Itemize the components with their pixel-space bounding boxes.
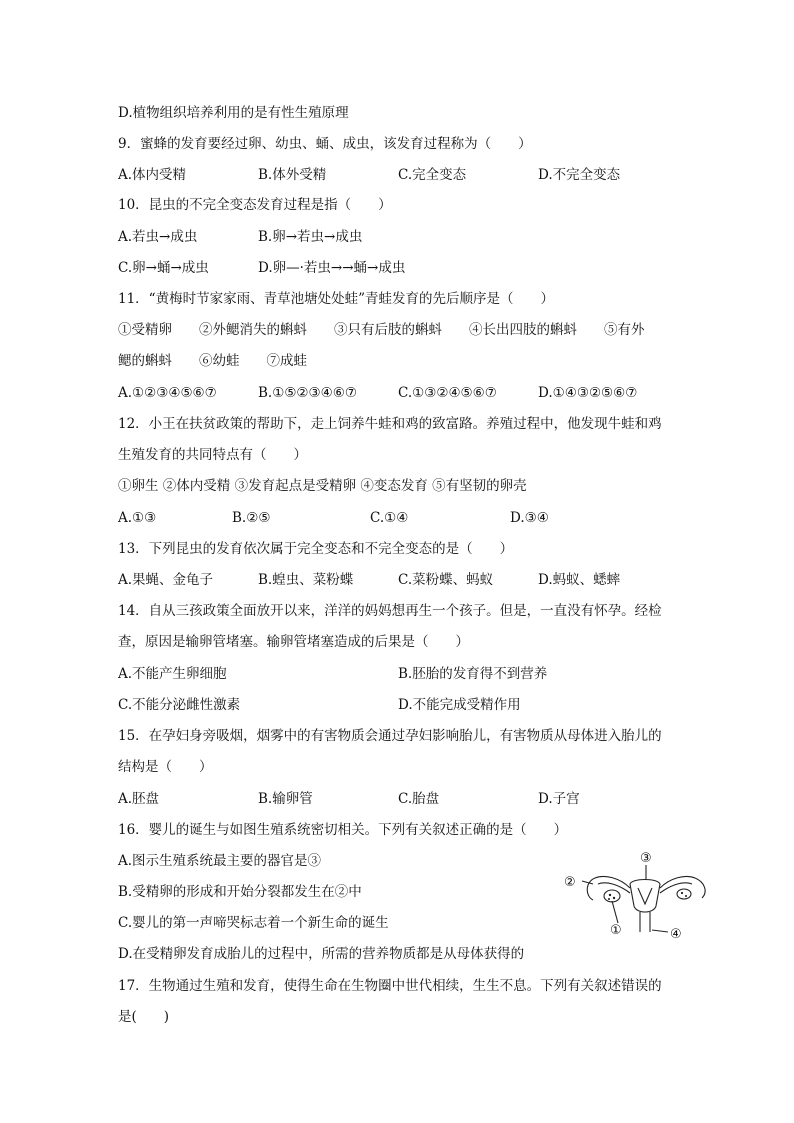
question-15-line1: 15．在孕妇身旁吸烟，烟雾中的有害物质会通过孕妇影响胎儿，有害物质从母体进入胎儿的	[118, 728, 662, 744]
q14-option-b: B.胚胎的发育得不到营养	[398, 666, 548, 682]
question-17-line2: 是( )	[118, 1009, 170, 1025]
q16-option-d: D.在受精卵发育成胎儿的过程中，所需的营养物质都是从母体获得的	[118, 946, 525, 962]
q9-option-a: A.体内受精	[118, 167, 187, 183]
question-10: 10．昆虫的不完全变态发育过程是指（ ）	[118, 197, 392, 213]
q16-option-b: B.受精卵的形成和开始分裂都发生在②中	[118, 884, 362, 900]
q9-option-b: B.体外受精	[258, 167, 327, 183]
q13-option-c: C.菜粉蝶、蚂蚁	[398, 572, 494, 588]
q13-option-a: A.果蝇、金龟子	[118, 572, 214, 588]
q11-option-a: A.①②③④⑤⑥⑦	[118, 385, 217, 401]
q13-option-d: D.蚂蚁、蟋蟀	[538, 572, 621, 588]
q12-option-a: A.①③	[118, 510, 157, 526]
q12-option-b: B.②⑤	[232, 510, 271, 526]
q12-option-c: C.①④	[370, 510, 409, 526]
question-16: 16．婴儿的诞生与如图生殖系统密切相关。下列有关叙述正确的是（ ）	[118, 822, 568, 838]
q15-option-a: A.胚盘	[118, 791, 160, 807]
q14-option-d: D.不能完成受精作用	[398, 697, 521, 713]
diagram-label-2: ②	[564, 875, 576, 890]
female-reproductive-system-diagram	[560, 848, 715, 940]
question-11: 11．“黄梅时节家家雨、青草池塘处处蛙”青蛙发育的先后顺序是（ ）	[118, 291, 554, 307]
question-17-line1: 17．生物通过生殖和发育，使得生命在生物圈中世代相续，生生不息。下列有关叙述错误的	[118, 978, 662, 994]
diagram-label-1: ①	[610, 923, 622, 938]
q9-option-d: D.不完全变态	[538, 167, 621, 183]
q16-option-a: A.图示生殖系统最主要的器官是③	[118, 853, 322, 869]
q15-option-b: B.输卵管	[258, 791, 313, 807]
q10-option-a: A.若虫→成虫	[118, 229, 198, 245]
q16-option-c: C.婴儿的第一声啼哭标志着一个新生命的诞生	[118, 915, 389, 931]
q14-option-c: C.不能分泌雌性激素	[118, 697, 241, 713]
question-14-line1: 14．自从三孩政策全面放开以来，洋洋的妈妈想再生一个孩子。但是，一直没有怀孕。经检	[118, 603, 662, 619]
line-q8d: D.植物组织培养利用的是有性生殖原理	[118, 105, 349, 121]
q14-option-a: A.不能产生卵细胞	[118, 666, 227, 682]
diagram-label-3: ③	[640, 851, 652, 866]
q10-option-c: C.卵→蛹→成虫	[118, 260, 209, 276]
question-13: 13．下列昆虫的发育依次属于完全变态和不完全变态的是（ ）	[118, 541, 514, 557]
question-9: 9．蜜蜂的发育要经过卵、幼虫、蛹、成虫，该发育过程称为（ ）	[118, 136, 532, 152]
q12-items: ①卵生 ②体内受精 ③发育起点是受精卵 ④变态发育 ⑤有坚韧的卵壳	[118, 478, 527, 494]
question-12-line2: 生殖发育的共同特点有（ ）	[118, 447, 307, 463]
q11-option-b: B.①⑤②③④⑥⑦	[258, 385, 357, 401]
q11-option-d: D.①④③②⑤⑥⑦	[538, 385, 638, 401]
q10-option-b: B.卵→若虫→成虫	[258, 229, 363, 245]
question-14-line2: 查，原因是输卵管堵塞。输卵管堵塞造成的后果是（ ）	[118, 634, 469, 650]
q13-option-b: B.蝗虫、菜粉蝶	[258, 572, 354, 588]
q15-option-c: C.胎盘	[398, 791, 440, 807]
q12-option-d: D.③④	[510, 510, 549, 526]
q11-items-line1: ①受精卵 ②外鳃消失的蝌蚪 ③只有后肢的蝌蚪 ④长出四肢的蝌蚪 ⑤有外	[118, 322, 645, 338]
q15-option-d: D.子宫	[538, 791, 580, 807]
diagram-label-4: ④	[670, 927, 682, 940]
question-15-line2: 结构是（ ）	[118, 759, 213, 775]
q9-option-c: C.完全变态	[398, 167, 467, 183]
q11-option-c: C.①③②④⑤⑥⑦	[398, 385, 497, 401]
q11-items-line2: 鳃的蝌蚪 ⑥幼蛙 ⑦成蛙	[118, 353, 307, 369]
question-12-line1: 12．小王在扶贫政策的帮助下，走上饲养牛蛙和鸡的致富路。养殖过程中，他发现牛蛙和鸡	[118, 416, 662, 432]
q10-option-d: D.卵—·若虫→→蛹→成虫	[258, 260, 406, 276]
